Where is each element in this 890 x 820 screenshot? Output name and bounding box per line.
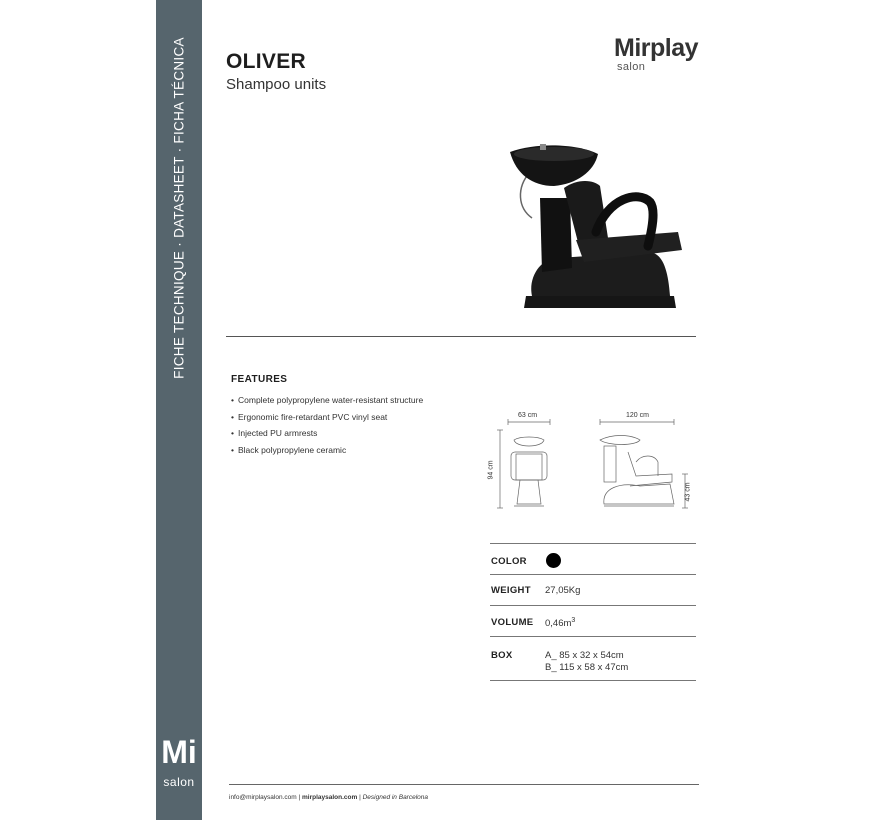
section-divider bbox=[226, 336, 696, 337]
mi-logo-mark: Mi bbox=[161, 734, 197, 770]
volume-value: $0,46m^3$ bbox=[545, 617, 576, 630]
features-heading: FEATURES bbox=[231, 374, 288, 385]
box-b-value: B_ 115 x 58 x 47cm bbox=[545, 662, 629, 673]
product-title: OLIVER bbox=[226, 50, 306, 73]
box-a-value: A_ 85 x 32 x 54cm bbox=[545, 650, 624, 661]
volume-label: VOLUME bbox=[491, 617, 534, 628]
dim-seat-height: 43 cm bbox=[684, 482, 692, 502]
spec-divider bbox=[490, 636, 696, 637]
product-photo bbox=[498, 128, 698, 320]
feature-bullet: • bbox=[231, 411, 234, 422]
footer-email[interactable]: info@mirplaysalon.com bbox=[229, 794, 297, 801]
brand-logo-sub: salon bbox=[617, 61, 646, 73]
features-list bbox=[231, 395, 431, 461]
feature-item: • Injected PU armrests bbox=[231, 428, 318, 438]
mi-logo-sub: salon bbox=[163, 775, 195, 789]
spec-divider bbox=[490, 543, 696, 544]
color-swatch bbox=[546, 553, 561, 568]
feature-bullet: • bbox=[231, 444, 234, 455]
sidebar-vertical-text: FICHE TECHNIQUE · DATASHEET · FICHA TÉCNICA bbox=[171, 37, 187, 379]
feature-item: • Black polypropylene ceramic bbox=[231, 444, 347, 455]
box-label: BOX bbox=[491, 650, 513, 661]
dim-front-width: 63 cm bbox=[518, 412, 538, 419]
footer: info@mirplaysalon.com | mirplaysalon.com | Designed in Barcelona bbox=[229, 794, 428, 801]
footer-website[interactable]: mirplaysalon.com bbox=[301, 794, 358, 801]
feature-bullet: • bbox=[231, 395, 234, 405]
spec-divider bbox=[490, 680, 696, 681]
spec-divider bbox=[490, 605, 696, 606]
footer-designed: Designed in Barcelona bbox=[362, 794, 428, 801]
color-label: COLOR bbox=[491, 556, 527, 567]
spec-divider bbox=[490, 574, 696, 575]
footer-divider bbox=[229, 784, 699, 785]
dim-height: 94 cm bbox=[487, 460, 495, 480]
dim-side-length: 120 cm bbox=[626, 412, 649, 419]
feature-bullet: • bbox=[231, 428, 234, 438]
feature-item: • Complete polypropylene water-resistant structure bbox=[231, 395, 424, 405]
feature-item: • Ergonomic fire-retardant PVC vinyl seat bbox=[231, 411, 388, 422]
weight-label: WEIGHT bbox=[491, 585, 531, 596]
technical-drawing bbox=[480, 418, 702, 514]
product-subtitle: Shampoo units bbox=[226, 76, 327, 93]
brand-logo: Mirplay bbox=[614, 34, 699, 62]
weight-value: 27,05Kg bbox=[545, 585, 581, 596]
